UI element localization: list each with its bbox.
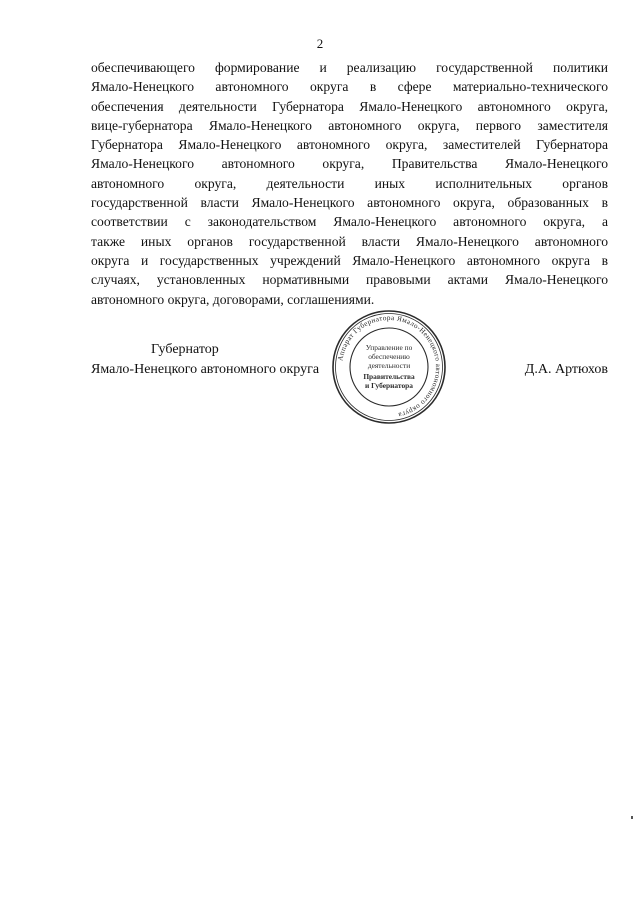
body-line: Ямало-Ненецкого автономного округа, Правительства Ямало-Ненецкого xyxy=(91,156,608,172)
page-number: 2 xyxy=(316,36,324,51)
body-line: также иных органов государственной власти Ямало-Ненецкого автономного xyxy=(91,233,608,249)
official-seal-stamp xyxy=(330,308,448,426)
seal-center-line: обеспечению xyxy=(368,352,410,361)
seal-graphic xyxy=(330,308,448,426)
seal-center-text xyxy=(363,343,415,390)
seal-center-line: и Губернатора xyxy=(365,381,413,390)
body-line: округа и государственных учреждений Ямало-Ненецкого автономного округа в xyxy=(91,252,608,268)
body-line: обеспечивающего формирование и реализацию государственной политики xyxy=(91,60,608,75)
body-line: Ямало-Ненецкого автономного округа в сфере материально-технического xyxy=(91,79,608,95)
seal-ring-text: Аппарат Губернатора Ямало-Ненецкого автономного округа xyxy=(336,313,443,420)
body-line: случаях, установленных нормативными правовыми актами Ямало-Ненецкого xyxy=(91,272,608,288)
signatory-title: Губернатор xyxy=(151,342,219,357)
signatory-name: Д.А. Артюхов xyxy=(524,362,608,377)
body-line: автономного округа, деятельности иных исполнительных органов xyxy=(91,175,608,191)
seal-center-line: Управление по xyxy=(365,343,413,352)
scan-speck xyxy=(631,816,633,819)
signatory-region: Ямало-Ненецкого автономного округа xyxy=(91,362,320,377)
body-line: государственной власти Ямало-Ненецкого автономного округа, образованных в xyxy=(91,195,608,211)
body-line: автономного округа, договорами, соглашениями. xyxy=(91,291,375,307)
body-line: соответствии с законодательством Ямало-Ненецкого автономного округа, а xyxy=(91,214,608,230)
body-line: Губернатора Ямало-Ненецкого автономного округа, заместителей Губернатора xyxy=(91,137,608,153)
body-paragraph xyxy=(91,58,608,309)
body-line: вице-губернатора Ямало-Ненецкого автономного округа, первого заместителя xyxy=(91,117,608,133)
seal-center-line: Правительства xyxy=(363,372,415,381)
body-line: обеспечения деятельности Губернатора Ямало-Ненецкого автономного округа, xyxy=(91,98,608,114)
seal-center-line: деятельности xyxy=(367,361,411,370)
